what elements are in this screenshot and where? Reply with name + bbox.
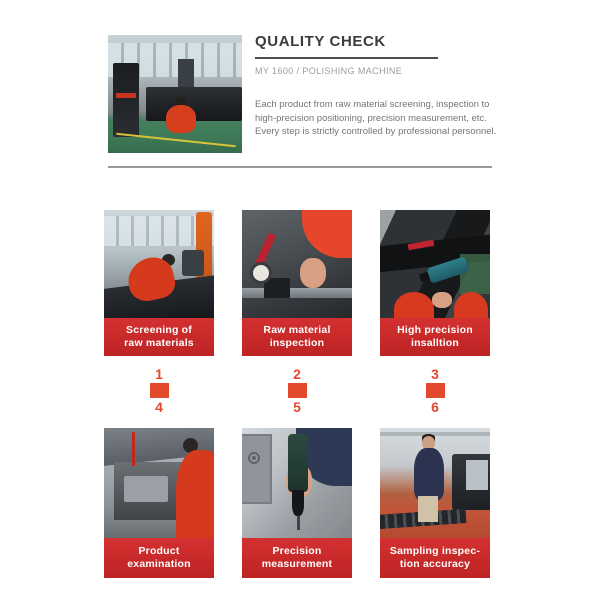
step-card-screening [104, 210, 214, 356]
header-text-block [255, 33, 499, 76]
step-card-sampling-inspection [380, 428, 490, 578]
step-label-line2: raw materials [124, 337, 194, 349]
photo-screening-raw-materials [104, 210, 214, 318]
hero-workshop-photo [108, 35, 242, 153]
step-label-line1: Raw material [263, 324, 331, 336]
red-rod [132, 432, 135, 466]
title-underline [255, 57, 438, 59]
step-label-banner [242, 538, 352, 578]
step-number-bottom: 6 [431, 399, 439, 415]
spindle-head [182, 250, 204, 276]
linear-rail [242, 288, 352, 298]
vent-grille [246, 450, 262, 466]
worker-in-red [166, 105, 196, 133]
cabinet-label [116, 93, 136, 98]
connector-3-6 [380, 366, 490, 415]
step-label-banner [380, 318, 490, 356]
hand [432, 292, 452, 308]
step-label-banner [104, 318, 214, 356]
step-label-banner [380, 538, 490, 578]
dial-indicator [250, 262, 272, 284]
step-card-precision-measurement [242, 428, 352, 578]
step-label-line1: High precision [397, 324, 473, 336]
step-label-banner [104, 538, 214, 578]
page-subtitle: MY 1600 / POLISHING MACHINE [255, 66, 403, 76]
step-label-line1: Product [138, 545, 180, 557]
page-title: QUALITY CHECK [255, 33, 386, 50]
connector-square [426, 383, 445, 398]
step-label-line1: Screening of [126, 324, 192, 336]
photo-high-precision-installation [380, 210, 490, 318]
step-label-line1: Precision [272, 545, 322, 557]
inspector-hand [300, 258, 326, 288]
step-label-line2: examination [127, 558, 191, 570]
step-number-top: 2 [293, 366, 301, 382]
description-text: Each product from raw material screening, inspection to high-precision positioning, precision measurement, etc. Every step is strictly controlled by professional personnel. [255, 99, 497, 137]
gray-cabinet [242, 434, 272, 504]
step-number-bottom: 4 [155, 399, 163, 415]
step-label-line2: inspection [269, 337, 325, 349]
photo-sampling-inspection [380, 428, 490, 538]
step-label-line2: tion accuracy [399, 558, 471, 570]
photo-precision-measurement [242, 428, 352, 538]
machine-gantry [178, 59, 194, 89]
step-number-top: 3 [431, 366, 439, 382]
machine-panel [466, 460, 488, 490]
section-divider [108, 166, 492, 168]
connector-1-4 [104, 366, 214, 415]
connector-square [288, 383, 307, 398]
ceiling-beam [380, 432, 490, 436]
step-label-banner [242, 318, 352, 356]
worker-in-red [176, 450, 214, 538]
drill-chuck [292, 490, 304, 516]
step-card-raw-inspection [242, 210, 352, 356]
connector-2-5 [242, 366, 352, 415]
photo-product-examination [104, 428, 214, 538]
red-sleeve [302, 210, 352, 258]
operator-navy-sweater [414, 448, 444, 500]
step-label-line1: Sampling inspec- [389, 545, 481, 557]
control-cabinet [113, 63, 139, 137]
floor-marking-line [116, 133, 236, 148]
red-sleeve-left [394, 292, 434, 318]
operator-pants [418, 496, 438, 522]
red-sleeve-right [454, 292, 488, 318]
drill-body [288, 434, 308, 492]
drill-bit [297, 516, 300, 530]
step-label-line2: measurement [261, 558, 333, 570]
step-number-top: 1 [155, 366, 163, 382]
step-card-installation [380, 210, 490, 356]
step-card-product-examination [104, 428, 214, 578]
step-number-bottom: 5 [293, 399, 301, 415]
fixture [124, 476, 168, 502]
connector-square [150, 383, 169, 398]
photo-raw-material-inspection [242, 210, 352, 318]
step-label-line2: insalltion [410, 337, 460, 349]
